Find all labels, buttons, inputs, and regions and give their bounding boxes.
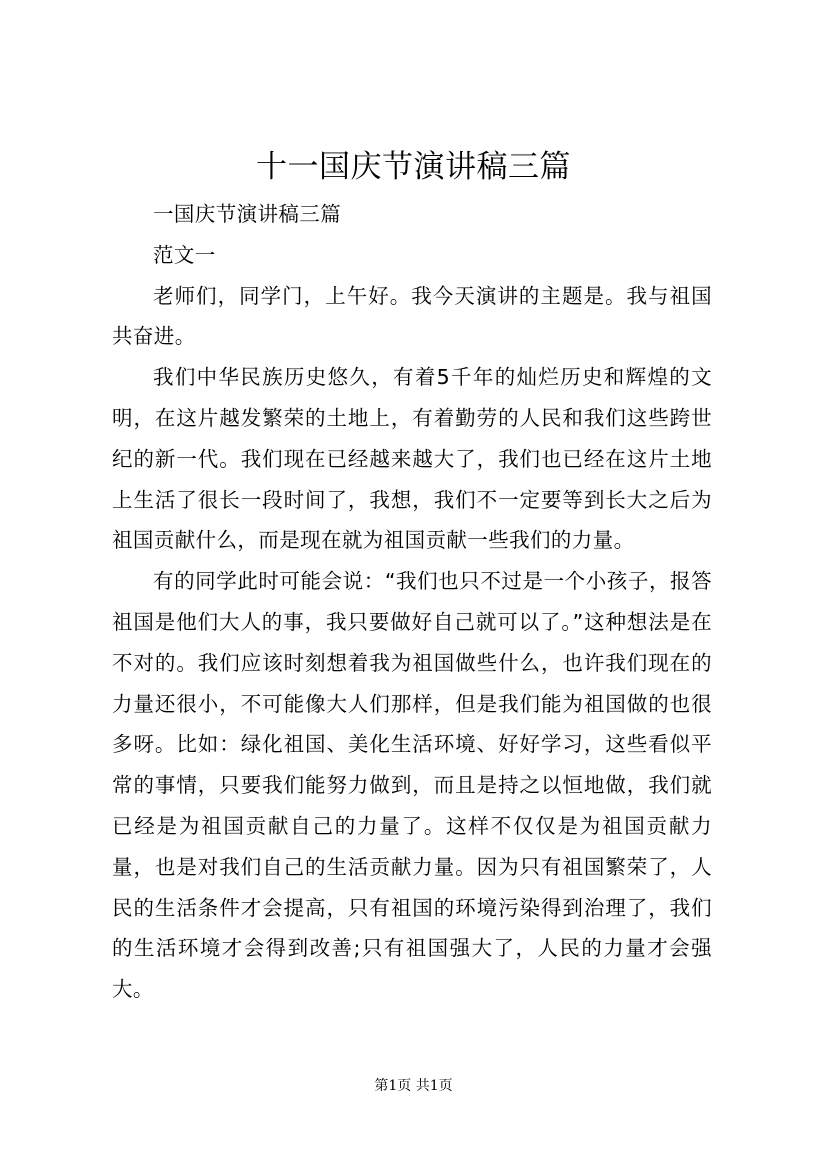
paragraph-history: 我们中华民族历史悠久，有着5千年的灿烂历史和辉煌的文明，在这片越发繁荣的土地上，有着勤劳的人民和我们这些跨世纪的新一代。我们现在已经越来越大了，我们也已经在这片土地上生活了很长一段时间了，我想，我们不一定要等到长大之后为祖国贡献什么，而是现在就为祖国贡献一些我们的力量。 — [112, 365, 712, 553]
document-body — [112, 194, 712, 1010]
document-title: 十一国庆节演讲稿三篇 — [256, 149, 571, 185]
paragraph-greeting: 老师们，同学门，上午好。我今天演讲的主题是。我与祖国共奋进。 — [112, 283, 712, 349]
paragraph-contribution: 有的同学此时可能会说：“我们也只不过是一个小孩子，报答祖国是他们大人的事，我只要做好自己就可以了。”这种想法是在不对的。我们应该时刻想着我为祖国做些什么，也许我们现在的力量还很小，不可能像大人们那样，但是我们能为祖国做的也很多呀。比如：绿化祖国、美化生活环境、好好学习，这些看似平常的事情，只要我们能努力做到，而且是持之以恒地做，我们就已经是为祖国贡献自己的力量了。这样不仅仅是为祖国贡献力量，也是对我们自己的生活贡献力量。因为只有祖国繁荣了，人民的生活条件才会提高，只有祖国的环境污染得到治理了，我们的生活环境才会得到改善;只有祖国强大了，人民的力量才会强大。 — [112, 569, 712, 1002]
paragraph-subtitle: 一国庆节演讲稿三篇 — [153, 202, 342, 226]
paragraph-section-label: 范文一 — [153, 242, 216, 267]
page-footer: 第1页 共1页 — [374, 1078, 453, 1094]
